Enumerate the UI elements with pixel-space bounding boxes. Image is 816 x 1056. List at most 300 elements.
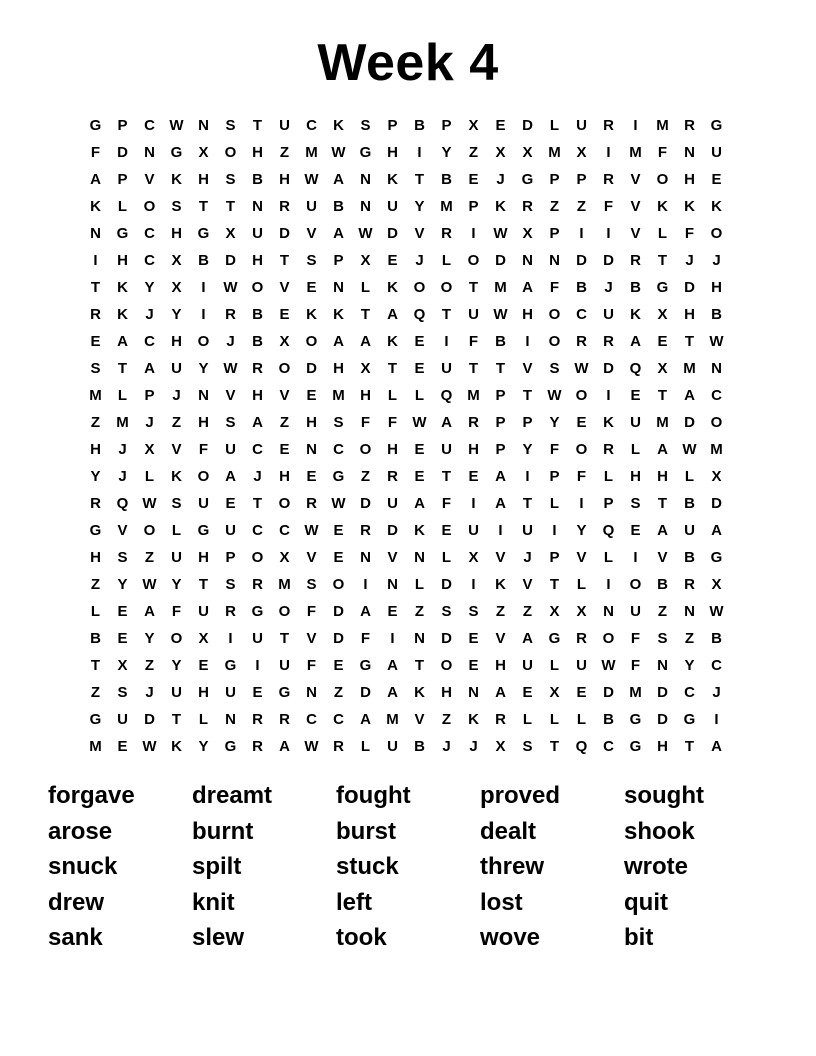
grid-letter: B	[657, 576, 668, 593]
grid-letter: S	[306, 252, 317, 269]
grid-letter: X	[495, 738, 506, 755]
grid-letter: A	[360, 711, 371, 728]
grid-letter: G	[224, 657, 237, 674]
grid-letter: I	[444, 333, 449, 350]
grid-letter: Z	[279, 414, 290, 431]
grid-letter: K	[306, 306, 317, 323]
grid-letter: O	[251, 549, 264, 566]
grid-letter: T	[657, 495, 668, 512]
grid-letter: B	[711, 630, 722, 647]
grid-letter: P	[495, 414, 506, 431]
grid-letter: Z	[657, 603, 668, 620]
grid-letter: E	[468, 468, 479, 485]
grid-letter: S	[522, 738, 533, 755]
grid-letter: M	[467, 387, 480, 404]
grid-letter: R	[684, 576, 695, 593]
grid-letter: W	[304, 738, 319, 755]
grid-letter: T	[90, 657, 101, 674]
grid-letter: O	[197, 333, 210, 350]
grid-letter: H	[306, 414, 317, 431]
grid-letter: O	[440, 657, 453, 674]
grid-letter: F	[576, 468, 587, 485]
grid-letter: E	[441, 522, 452, 539]
grid-letter: G	[89, 711, 102, 728]
grid-letter: P	[522, 414, 533, 431]
grid-letter: G	[89, 117, 102, 134]
grid-letter: L	[657, 225, 668, 242]
grid-letter: J	[118, 441, 127, 458]
grid-letter: D	[360, 684, 371, 701]
grid-letter: T	[414, 657, 425, 674]
grid-letter: L	[360, 279, 371, 296]
grid-letter: U	[171, 684, 182, 701]
grid-letter: F	[360, 630, 371, 647]
grid-letter: E	[117, 630, 128, 647]
grid-letter: D	[711, 495, 722, 512]
grid-letter: K	[117, 279, 128, 296]
grid-letter: C	[144, 117, 155, 134]
grid-letter: R	[387, 468, 398, 485]
grid-letter: Q	[413, 306, 426, 323]
grid-letter: B	[252, 171, 263, 188]
grid-letter: D	[225, 252, 236, 269]
grid-letter: X	[468, 117, 479, 134]
grid-letter: G	[197, 225, 210, 242]
grid-letter: D	[657, 711, 668, 728]
grid-letter: A	[522, 279, 533, 296]
grid-letter: Z	[549, 198, 560, 215]
grid-letter: L	[549, 117, 560, 134]
grid-letter: K	[387, 333, 398, 350]
grid-letter: X	[711, 576, 722, 593]
grid-letter: V	[657, 549, 668, 566]
grid-letter: O	[359, 441, 372, 458]
grid-letter: A	[144, 603, 155, 620]
grid-letter: G	[359, 657, 372, 674]
grid-letter: H	[360, 387, 371, 404]
grid-letter: Z	[144, 657, 155, 674]
grid-letter: P	[225, 549, 236, 566]
grid-letter: B	[252, 306, 263, 323]
grid-letter: H	[198, 684, 209, 701]
grid-letter: N	[684, 144, 695, 161]
grid-letter: F	[198, 441, 209, 458]
grid-letter: W	[142, 576, 157, 593]
grid-letter: R	[603, 171, 614, 188]
grid-letter: U	[441, 360, 452, 377]
grid-letter: N	[522, 252, 533, 269]
grid-letter: Q	[116, 495, 129, 512]
grid-letter: K	[414, 684, 425, 701]
grid-letter: N	[684, 603, 695, 620]
grid-letter: D	[333, 603, 344, 620]
page-title: Week 4	[317, 34, 499, 92]
grid-letter: N	[144, 144, 155, 161]
grid-letter: I	[633, 549, 638, 566]
word-bank-item: drew	[48, 888, 105, 916]
grid-letter: K	[333, 117, 344, 134]
grid-letter: X	[360, 360, 371, 377]
grid-letter: B	[711, 306, 722, 323]
word-bank-item: forgave	[48, 782, 135, 809]
grid-letter: C	[684, 684, 695, 701]
grid-letter: E	[414, 360, 425, 377]
grid-letter: P	[441, 117, 452, 134]
grid-letter: T	[90, 279, 101, 296]
grid-letter: U	[171, 360, 182, 377]
grid-letter: S	[549, 360, 560, 377]
grid-letter: A	[252, 414, 263, 431]
word-bank-item: sought	[624, 782, 704, 809]
grid-letter: P	[549, 468, 560, 485]
grid-letter: T	[387, 360, 398, 377]
grid-letter: V	[225, 387, 236, 404]
grid-letter: A	[522, 630, 533, 647]
grid-letter: D	[279, 225, 290, 242]
grid-letter: E	[576, 414, 587, 431]
grid-letter: G	[116, 225, 129, 242]
grid-letter: T	[657, 252, 668, 269]
grid-letter: Z	[414, 603, 425, 620]
grid-letter: N	[198, 387, 209, 404]
grid-letter: R	[90, 495, 101, 512]
grid-letter: G	[278, 684, 291, 701]
grid-letter: G	[683, 711, 696, 728]
grid-letter: G	[548, 630, 561, 647]
grid-letter: L	[549, 711, 560, 728]
grid-letter: E	[306, 279, 317, 296]
grid-letter: I	[201, 279, 206, 296]
grid-letter: L	[576, 711, 587, 728]
grid-letter: V	[522, 360, 533, 377]
grid-letter: R	[279, 711, 290, 728]
grid-letter: M	[89, 738, 102, 755]
grid-letter: F	[468, 333, 479, 350]
grid-letter: M	[710, 441, 723, 458]
grid-letter: P	[387, 117, 398, 134]
word-bank-item: snuck	[48, 853, 118, 880]
grid-letter: A	[333, 225, 344, 242]
grid-letter: H	[171, 225, 182, 242]
grid-letter: Z	[495, 603, 506, 620]
grid-letter: T	[171, 711, 182, 728]
grid-letter: T	[279, 630, 290, 647]
grid-letter: T	[522, 387, 533, 404]
grid-letter: A	[711, 522, 722, 539]
grid-letter: T	[441, 468, 452, 485]
grid-letter: W	[412, 414, 427, 431]
grid-letter: V	[630, 198, 641, 215]
grid-letter: C	[711, 387, 722, 404]
grid-letter: X	[576, 603, 587, 620]
grid-letter: G	[197, 522, 210, 539]
grid-letter: K	[495, 198, 506, 215]
grid-letter: D	[360, 495, 371, 512]
grid-letter: G	[332, 468, 345, 485]
grid-letter: N	[252, 198, 263, 215]
grid-letter: R	[603, 117, 614, 134]
grid-letter: B	[684, 549, 695, 566]
grid-letter: O	[305, 333, 318, 350]
grid-letter: J	[145, 684, 154, 701]
grid-letter: H	[387, 144, 398, 161]
grid-letter: N	[333, 279, 344, 296]
grid-letter: U	[711, 144, 722, 161]
grid-letter: U	[576, 657, 587, 674]
grid-letter: F	[387, 414, 398, 431]
grid-letter: F	[684, 225, 695, 242]
grid-letter: P	[117, 171, 128, 188]
word-bank-item: threw	[480, 853, 545, 880]
grid-letter: Z	[90, 576, 101, 593]
grid-letter: O	[710, 414, 723, 431]
grid-letter: O	[197, 468, 210, 485]
grid-letter: O	[170, 630, 183, 647]
grid-letter: H	[684, 306, 695, 323]
grid-letter: G	[710, 549, 723, 566]
grid-letter: S	[225, 414, 236, 431]
grid-letter: R	[603, 441, 614, 458]
grid-letter: R	[225, 603, 236, 620]
grid-letter: N	[360, 549, 371, 566]
grid-letter: W	[682, 441, 697, 458]
grid-letter: G	[710, 117, 723, 134]
grid-letter: A	[144, 360, 155, 377]
grid-letter: T	[549, 576, 560, 593]
grid-letter: L	[360, 738, 371, 755]
grid-letter: U	[279, 117, 290, 134]
grid-letter: O	[413, 279, 426, 296]
grid-letter: U	[225, 441, 236, 458]
grid-letter: H	[252, 252, 263, 269]
grid-letter: E	[468, 657, 479, 674]
grid-letter: E	[333, 549, 344, 566]
grid-letter: Y	[414, 198, 425, 215]
grid-letter: U	[306, 198, 317, 215]
grid-letter: L	[387, 387, 398, 404]
grid-letter: L	[117, 387, 128, 404]
grid-letter: S	[225, 576, 236, 593]
grid-letter: K	[495, 576, 506, 593]
grid-letter: R	[225, 306, 236, 323]
grid-letter: A	[441, 414, 452, 431]
grid-letter: S	[441, 603, 452, 620]
grid-letter: I	[390, 630, 395, 647]
grid-letter: D	[387, 522, 398, 539]
grid-letter: T	[279, 252, 290, 269]
grid-letter: P	[603, 495, 614, 512]
grid-letter: I	[417, 144, 422, 161]
grid-letter: R	[252, 360, 263, 377]
grid-letter: H	[522, 306, 533, 323]
grid-letter: T	[684, 333, 695, 350]
grid-letter: K	[657, 198, 668, 215]
grid-letter: C	[144, 225, 155, 242]
grid-letter: U	[522, 657, 533, 674]
grid-letter: T	[468, 360, 479, 377]
grid-letter: N	[306, 441, 317, 458]
word-search-grid	[82, 112, 730, 760]
grid-letter: Z	[522, 603, 533, 620]
grid-letter: M	[494, 279, 507, 296]
grid-letter: W	[601, 657, 616, 674]
grid-letter: T	[549, 738, 560, 755]
grid-letter: Y	[198, 738, 209, 755]
grid-letter: I	[606, 144, 611, 161]
grid-letter: J	[253, 468, 262, 485]
grid-letter: V	[306, 225, 317, 242]
grid-letter: M	[278, 576, 291, 593]
grid-letter: E	[90, 333, 101, 350]
grid-letter: O	[278, 495, 291, 512]
grid-letter: M	[629, 144, 642, 161]
grid-letter: X	[144, 441, 155, 458]
grid-letter: W	[142, 738, 157, 755]
grid-letter: U	[198, 495, 209, 512]
grid-letter: X	[198, 630, 209, 647]
grid-letter: K	[603, 414, 614, 431]
grid-letter: J	[145, 306, 154, 323]
grid-letter: C	[306, 117, 317, 134]
grid-letter: M	[332, 387, 345, 404]
grid-letter: M	[116, 414, 129, 431]
grid-letter: D	[441, 576, 452, 593]
grid-letter: E	[117, 603, 128, 620]
grid-letter: A	[495, 684, 506, 701]
word-bank	[48, 778, 768, 956]
grid-letter: A	[684, 387, 695, 404]
grid-letter: X	[549, 603, 560, 620]
grid-letter: R	[252, 738, 263, 755]
grid-letter: N	[225, 711, 236, 728]
grid-letter: X	[549, 684, 560, 701]
word-bank-item: lost	[480, 888, 523, 916]
grid-letter: R	[576, 630, 587, 647]
grid-letter: E	[414, 441, 425, 458]
grid-letter: R	[468, 414, 479, 431]
grid-letter: U	[684, 522, 695, 539]
grid-letter: H	[387, 441, 398, 458]
grid-letter: L	[603, 468, 614, 485]
grid-letter: Y	[684, 657, 695, 674]
grid-letter: H	[171, 333, 182, 350]
grid-letter: S	[333, 414, 344, 431]
grid-letter: P	[117, 117, 128, 134]
grid-letter: T	[117, 360, 128, 377]
grid-letter: M	[440, 198, 453, 215]
grid-letter: V	[306, 549, 317, 566]
grid-letter: C	[279, 522, 290, 539]
grid-letter: H	[90, 441, 101, 458]
grid-letter: Y	[117, 576, 128, 593]
grid-letter: P	[549, 549, 560, 566]
grid-letter: S	[225, 171, 236, 188]
grid-letter: T	[522, 495, 533, 512]
grid-letter: G	[656, 279, 669, 296]
grid-letter: N	[387, 576, 398, 593]
grid-letter: S	[360, 117, 371, 134]
grid-letter: C	[711, 657, 722, 674]
grid-letter: T	[657, 387, 668, 404]
grid-letter: A	[360, 333, 371, 350]
grid-letter: X	[495, 144, 506, 161]
grid-letter: F	[171, 603, 182, 620]
grid-letter: E	[306, 387, 317, 404]
grid-letter: E	[252, 684, 263, 701]
grid-letter: O	[224, 144, 237, 161]
word-bank-item: arose	[48, 817, 113, 845]
grid-letter: U	[630, 603, 641, 620]
grid-letter: X	[117, 657, 128, 674]
grid-letter: Y	[90, 468, 101, 485]
grid-letter: L	[549, 495, 560, 512]
grid-letter: P	[333, 252, 344, 269]
word-bank-item: quit	[624, 888, 668, 916]
grid-letter: K	[414, 522, 425, 539]
grid-letter: U	[198, 603, 209, 620]
grid-letter: Y	[441, 144, 452, 161]
grid-letter: O	[143, 522, 156, 539]
grid-letter: Q	[629, 360, 642, 377]
grid-letter: B	[90, 630, 101, 647]
grid-letter: H	[252, 387, 263, 404]
grid-letter: D	[522, 117, 533, 134]
grid-letter: V	[306, 630, 317, 647]
grid-letter: D	[576, 252, 587, 269]
grid-letter: X	[468, 549, 479, 566]
word-bank-item: burst	[336, 817, 396, 845]
grid-letter: C	[144, 333, 155, 350]
grid-letter: V	[630, 225, 641, 242]
grid-letter: W	[304, 522, 319, 539]
grid-letter: L	[684, 468, 695, 485]
grid-letter: P	[495, 441, 506, 458]
grid-letter: Z	[171, 414, 182, 431]
grid-letter: K	[171, 738, 182, 755]
grid-letter: A	[279, 738, 290, 755]
grid-letter: E	[225, 495, 236, 512]
grid-letter: V	[630, 171, 641, 188]
grid-letter: N	[414, 549, 425, 566]
grid-letter: U	[117, 711, 128, 728]
grid-letter: V	[414, 225, 425, 242]
grid-letter: D	[387, 225, 398, 242]
grid-letter: U	[252, 225, 263, 242]
grid-letter: H	[198, 414, 209, 431]
grid-letter: K	[630, 306, 641, 323]
grid-letter: R	[306, 495, 317, 512]
grid-letter: T	[225, 198, 236, 215]
grid-letter: E	[522, 684, 533, 701]
grid-letter: L	[90, 603, 101, 620]
grid-letter: B	[333, 198, 344, 215]
grid-letter: V	[279, 279, 290, 296]
grid-letter: S	[225, 117, 236, 134]
grid-letter: I	[471, 576, 476, 593]
grid-letter: I	[633, 117, 638, 134]
grid-letter: I	[525, 333, 530, 350]
grid-letter: W	[574, 360, 589, 377]
grid-letter: V	[387, 549, 398, 566]
grid-letter: D	[117, 144, 128, 161]
grid-letter: K	[90, 198, 101, 215]
grid-letter: I	[579, 225, 584, 242]
grid-letter: B	[252, 333, 263, 350]
grid-letter: O	[575, 387, 588, 404]
grid-letter: U	[387, 495, 398, 512]
grid-letter: O	[251, 279, 264, 296]
grid-letter: V	[117, 522, 128, 539]
